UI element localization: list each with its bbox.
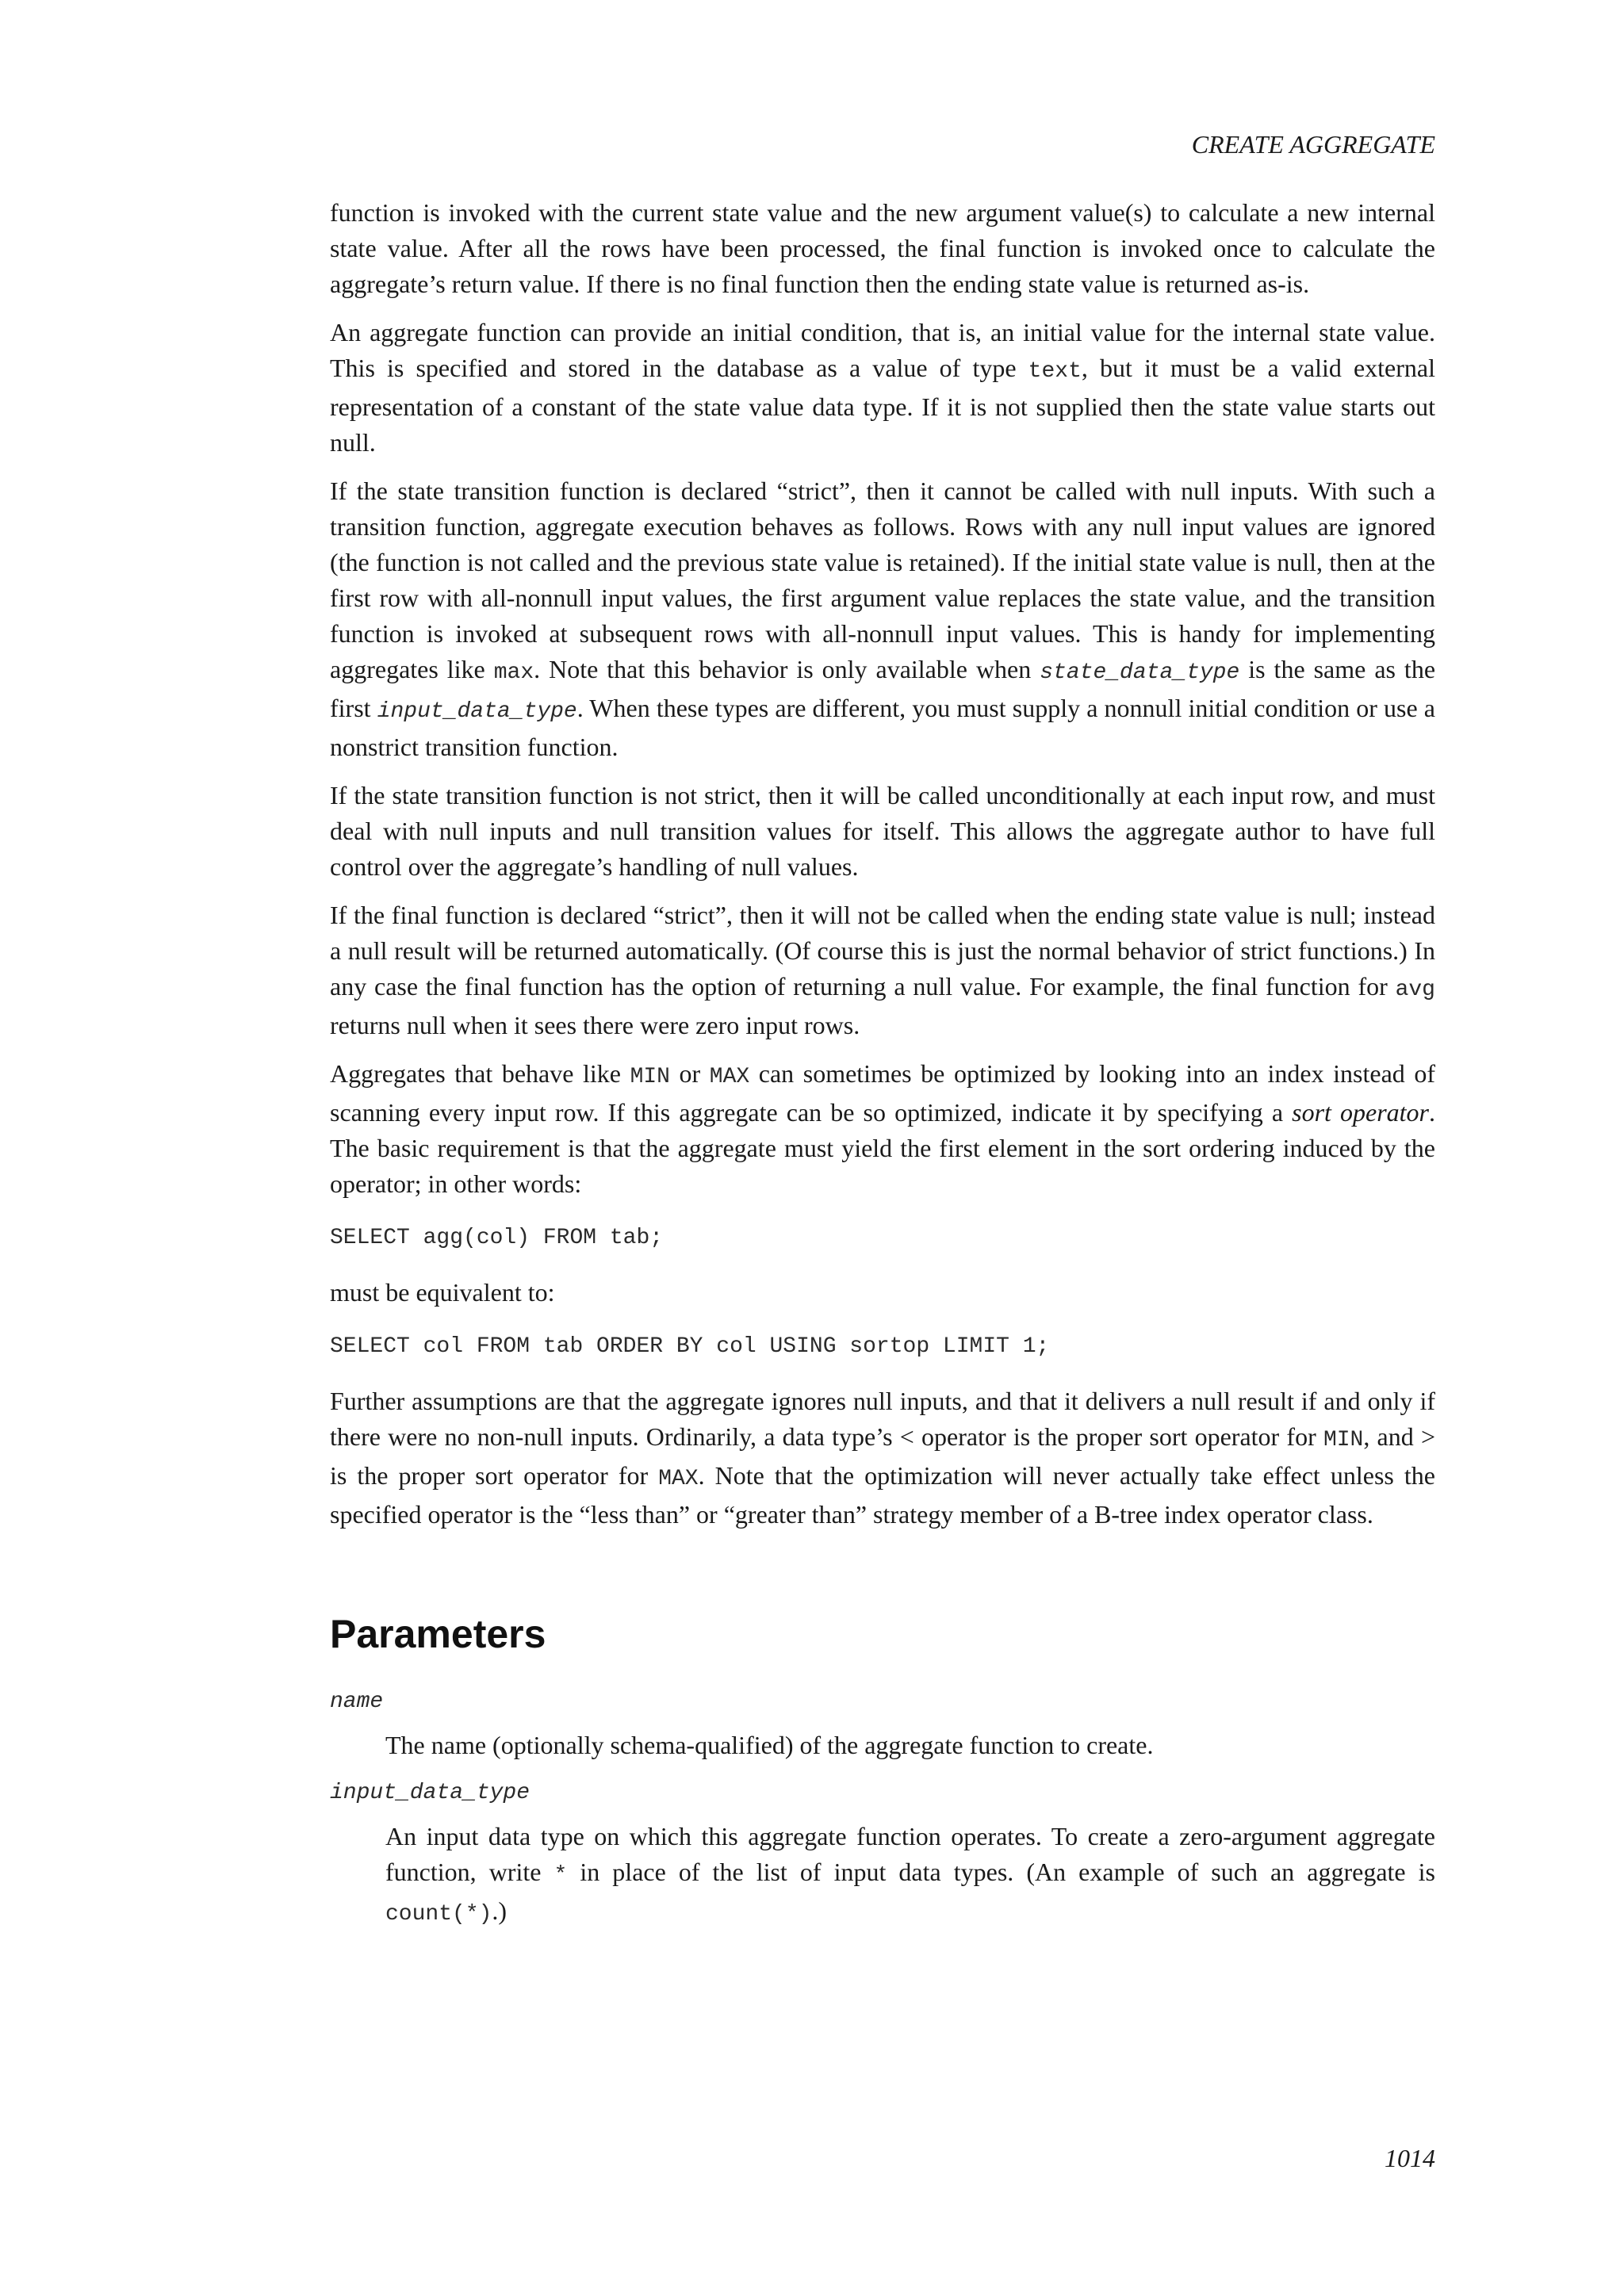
text-run: , and > is the proper sort operator for (330, 1422, 1436, 1490)
page-number: 1014 (1385, 2144, 1435, 2172)
text-run: . When these types are different, you must supply a nonnull initial condition or use a nonstrict transition function. (330, 694, 1436, 761)
body-column (330, 195, 1435, 1946)
parameter-term: name (330, 1689, 384, 1714)
text-run: . The basic requirement is that the aggregate must yield the first element in the sort ordering induced by the operator; in other words: (330, 1098, 1436, 1198)
paragraph (330, 1383, 1435, 1533)
paragraph (330, 1056, 1435, 1202)
text-run: An input data type on which this aggregate function operates. To create a zero-argument aggregate function, write (385, 1822, 1435, 1886)
emphasis: sort operator (1292, 1098, 1430, 1127)
paragraph (330, 473, 1435, 765)
text-run: returns null when it sees there were zero input rows. (330, 1011, 860, 1039)
code-example: SELECT col FROM tab ORDER BY col USING sortop LIMIT 1; (330, 1334, 1050, 1359)
text-run: An aggregate function can provide an initial condition, that is, an initial value for the internal state value. This is specified and stored in the database as a value of type (330, 318, 1435, 382)
inline-code: MAX (709, 1065, 750, 1089)
text-run: , but it must be a valid external representation of a constant of the state value data type. If it is not supplied then the state value starts out null. (330, 354, 1436, 457)
text-run: . Note that this behavior is only available when (534, 655, 1040, 683)
inline-code: text (1028, 359, 1082, 384)
inline-code-italic: state_data_type (1040, 660, 1240, 685)
text-run: If the final function is declared “strict”, then it will not be called when the ending state value is null; instead a null result will be returned automatically. (Of course this is just the normal behavior of strict functions.) In any case the final function has the option of returning a null value. For example, the final function for (330, 901, 1435, 1001)
paragraph: must be equivalent to: (330, 1278, 555, 1307)
parameter-term: input_data_type (330, 1781, 530, 1805)
inline-code-italic: input_data_type (377, 699, 577, 724)
inline-code: avg (1395, 978, 1435, 1002)
inline-code: count(*) (385, 1902, 492, 1927)
inline-code: MIN (630, 1065, 670, 1089)
paragraph: If the state transition function is not strict, then it will be called unconditionally at each input row, and must deal with null inputs and null transition values for itself. This allows the aggregate author to have full control over the aggregate’s handling of null values. (330, 781, 1435, 881)
text-run: in place of the list of input data types. (An example of such an aggregate is (567, 1858, 1436, 1886)
inline-code: * (553, 1863, 568, 1888)
text-run: is the same as the first (330, 655, 1436, 722)
parameter-definition (385, 1819, 1435, 1932)
inline-code: max (493, 660, 534, 685)
text-run: .) (492, 1896, 508, 1925)
text-run: or (669, 1059, 710, 1088)
code-example: SELECT agg(col) FROM tab; (330, 1226, 664, 1250)
text-run: Further assumptions are that the aggregate ignores null inputs, and that it delivers a null result if and only if there were no non-null inputs. Ordinarily, a data type’s < operator is the proper sort operator for (330, 1387, 1435, 1451)
text-run: . Note that the optimization will never actually take effect unless the specified operator is the “less than” or “greater than” strategy member of a B-tree index operator class. (330, 1461, 1436, 1529)
paragraph (330, 897, 1435, 1043)
paragraph (330, 315, 1435, 461)
section-heading: Parameters (330, 1612, 546, 1656)
paragraph: function is invoked with the current state value and the new argument value(s) to calculate a new internal state value. After all the rows have been processed, the final function is invoked once to calculate the aggregate’s return value. If there is no final function then the ending state value is returned as-is. (330, 198, 1435, 298)
text-run: Aggregates that behave like (330, 1059, 630, 1088)
text-run: can sometimes be optimized by looking into an index instead of scanning every input row. If this aggregate can be so optimized, indicate it by specifying a (330, 1059, 1436, 1127)
parameter-definition: The name (optionally schema-qualified) of the aggregate function to create. (385, 1731, 1154, 1759)
inline-code: MIN (1323, 1428, 1364, 1452)
inline-code: MAX (658, 1467, 699, 1491)
text-run: If the state transition function is declared “strict”, then it cannot be called with null inputs. With such a transition function, aggregate execution behaves as follows. Rows with any null input values are ignored (the function is not called and the previous state value is retained). If the initial state value is null, then at the first row with all-nonnull input values, the first argument value replaces the state value, and the transition function is invoked at subsequent rows with all-nonnull input values. This is handy for implementing aggregates like (330, 476, 1435, 683)
running-header: CREATE AGGREGATE (1191, 130, 1435, 159)
